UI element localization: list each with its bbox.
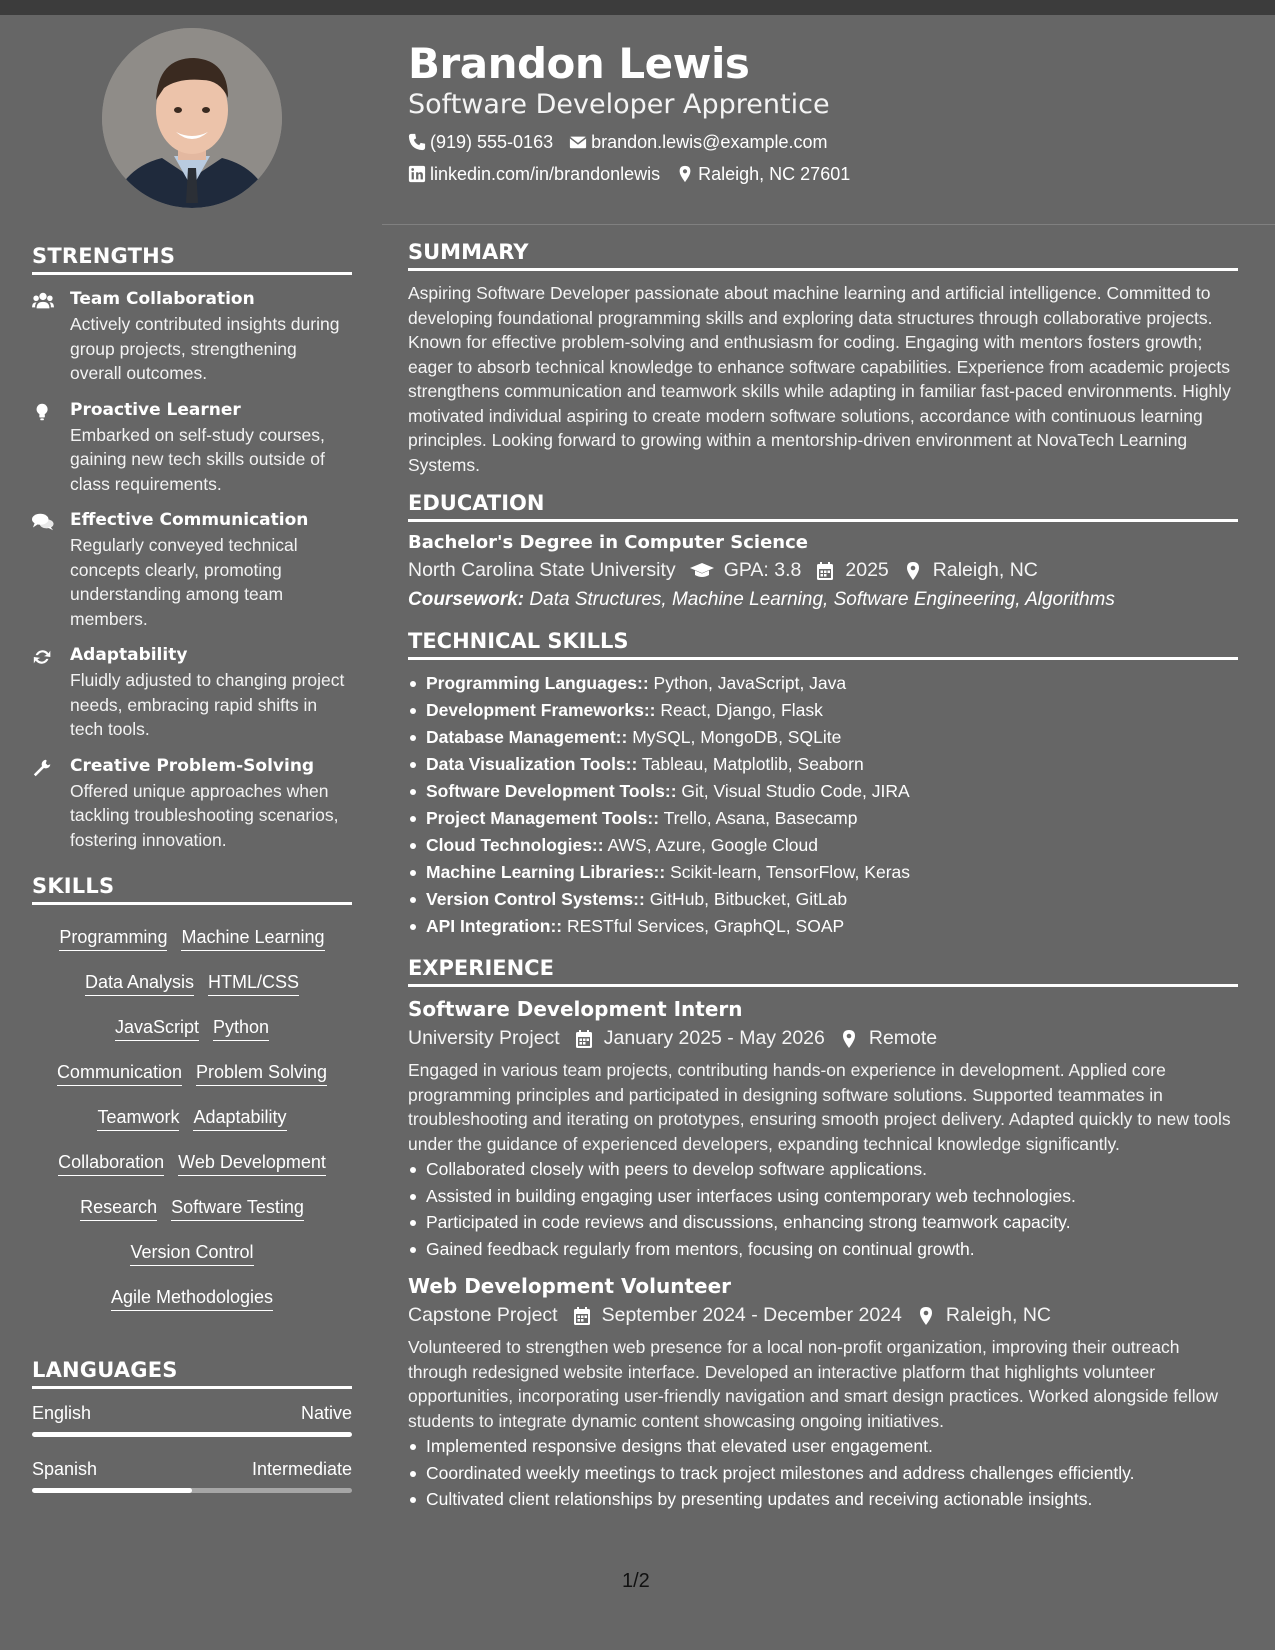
users-icon <box>32 291 54 311</box>
envelope-icon <box>569 133 587 151</box>
coursework <box>408 589 1238 611</box>
degree-title: Bachelor's Degree in Computer Science <box>408 532 808 553</box>
list-item: Participated in code reviews and discussions, enhancing strong teamwork capacity. <box>408 1209 1238 1236</box>
language-bar <box>32 1432 352 1437</box>
calendar-icon <box>815 561 835 581</box>
job-org: University Project <box>408 1027 560 1049</box>
skill-values: Git, Visual Studio Code, JIRA <box>681 781 910 801</box>
calendar-icon <box>572 1306 592 1326</box>
map-pin-icon <box>903 561 923 581</box>
list-item: Gained feedback regularly from mentors, focusing on continual growth. <box>408 1236 1238 1263</box>
strengths-heading: STRENGTHS <box>32 244 352 275</box>
list-item: Implemented responsive designs that elevated user engagement. <box>408 1433 1238 1460</box>
strength-title: Creative Problem-Solving <box>70 755 315 776</box>
skill-tag: JavaScript <box>115 1014 199 1041</box>
skill-values: Python, JavaScript, Java <box>653 673 847 693</box>
sidebar <box>32 28 352 1515</box>
gpa-text: GPA: 3.8 <box>723 559 802 581</box>
job-entry <box>408 1274 1238 1513</box>
strength-desc: Embarked on self-study courses, gaining new tech skills outside of class requirements. <box>70 424 325 494</box>
list-item <box>408 859 1238 886</box>
strength-desc: Actively contributed insights during group projects, strengthening overall outcomes. <box>70 314 340 383</box>
experience-section <box>408 956 1238 1513</box>
job-dates: January 2025 - May 2026 <box>603 1027 825 1049</box>
summary-section <box>408 240 1238 477</box>
main-column <box>408 240 1238 1513</box>
school-name: North Carolina State University <box>408 559 676 581</box>
skill-category: API Integration:: <box>426 916 563 936</box>
list-item <box>408 805 1238 832</box>
skill-category: Database Management:: <box>426 727 628 747</box>
list-item <box>408 697 1238 724</box>
skill-values: Tableau, Matplotlib, Seaborn <box>641 754 864 774</box>
coursework-list: Data Structures, Machine Learning, Software Engineering, Algorithms <box>529 589 1115 610</box>
skill-tag: Teamwork <box>97 1104 179 1131</box>
language-bar <box>32 1488 352 1493</box>
languages-heading: LANGUAGES <box>32 1358 352 1389</box>
skill-tag: Research <box>80 1194 157 1221</box>
education-section <box>408 491 1238 611</box>
linkedin-icon <box>408 165 426 183</box>
strength-title: Proactive Learner <box>70 399 241 420</box>
skill-category: Programming Languages:: <box>426 673 649 693</box>
skill-category: Data Visualization Tools:: <box>426 754 638 774</box>
skill-tag: Software Testing <box>171 1194 304 1221</box>
skill-category: Version Control Systems:: <box>426 889 645 909</box>
list-item: Assisted in building engaging user interfaces using contemporary web technologies. <box>408 1183 1238 1210</box>
strength-item <box>32 645 352 742</box>
strength-title: Adaptability <box>70 645 188 665</box>
technical-skills-list <box>408 670 1238 940</box>
skill-values: GitHub, Bitbucket, GitLab <box>649 889 848 909</box>
list-item <box>408 751 1238 778</box>
location-text: Raleigh, NC 27601 <box>698 163 851 184</box>
job-title: Software Development Intern <box>408 997 743 1021</box>
language-level: Native <box>300 1403 352 1423</box>
sync-icon <box>32 647 54 667</box>
email-link[interactable]: brandon.lewis@example.com <box>591 131 828 152</box>
list-item <box>408 778 1238 805</box>
education-location: Raleigh, NC <box>932 559 1038 581</box>
job-title: Web Development Volunteer <box>408 1274 732 1298</box>
linkedin-link[interactable]: linkedin.com/in/brandonlewis <box>430 163 661 184</box>
candidate-name: Brandon Lewis <box>408 39 750 88</box>
skill-category: Development Frameworks:: <box>426 700 656 720</box>
skill-tag: Data Analysis <box>85 969 194 996</box>
top-bar <box>0 0 1275 15</box>
job-description: Volunteered to strengthen web presence for a local non-profit organization, improving their outreach through redesigned website interface. Developed an interactive platform that highlights volunteer opportunities, incorporating user-friendly navigation and smart design practices. Worked alongside fellow students to integrate dynamic content showcasing ongoing initiatives. <box>408 1337 1218 1431</box>
page-number: 1/2 <box>622 1570 650 1592</box>
job-bullets <box>408 1156 1238 1262</box>
summary-text: Aspiring Software Developer passionate about machine learning and artificial intelligence. Committed to developing foundational programming skills and exploring data structures through collaborative projects. Known for effective problem-solving and enthusiasm for coding. Engaging with mentors fosters growth; eager to absorb technical knowledge to enhance software capabilities. Experience from academic projects strengthens communication and teamwork skills while adapting in familiar fast-paced environments. Highly motivated individual aspiring to create modern software solutions, accordance with continuous learning principles. Looking forward to growing within a mentorship-driven environment at NovaTech Learning Systems. <box>408 283 1231 475</box>
list-item <box>408 670 1238 697</box>
job-bullets <box>408 1433 1238 1513</box>
strength-item <box>32 756 352 853</box>
summary-heading: SUMMARY <box>408 240 1238 271</box>
skill-values: RESTful Services, GraphQL, SOAP <box>566 916 845 936</box>
graduation-cap-icon <box>690 561 714 581</box>
strength-desc: Fluidly adjusted to changing project needs, embracing rapid shifts in tech tools. <box>70 670 345 739</box>
candidate-title: Software Developer Apprentice <box>408 89 830 120</box>
job-description: Engaged in various team projects, contributing hands-on experience in development. Applied core programming principles and participated in designing software solutions. Supported teammates in troubleshooting and iterating on prototypes, ensuring smooth project delivery. Adapted quickly to new tools under the guidance of experienced developers, expanding technical knowledge significantly. <box>408 1060 1231 1154</box>
resume-header <box>408 40 866 186</box>
map-pin-icon <box>916 1306 936 1326</box>
strength-item <box>32 400 352 497</box>
header-divider <box>382 224 1275 225</box>
map-pin-icon <box>839 1029 859 1049</box>
skills-heading: SKILLS <box>32 874 352 905</box>
skill-tag: Agile Methodologies <box>111 1284 273 1311</box>
list-item: Coordinated weekly meetings to track project milestones and address challenges efficiently. <box>408 1460 1238 1487</box>
profile-photo <box>102 28 282 208</box>
skill-tag: Communication <box>57 1059 182 1086</box>
lightbulb-icon <box>32 402 54 422</box>
skill-tag: HTML/CSS <box>208 969 299 996</box>
skill-tag: Python <box>213 1014 269 1041</box>
language-name: Spanish <box>32 1459 98 1479</box>
skill-tags <box>32 915 352 1320</box>
skill-tag: Programming <box>59 924 167 951</box>
calendar-icon <box>574 1029 594 1049</box>
skill-values: React, Django, Flask <box>660 700 823 720</box>
language-item <box>32 1459 352 1493</box>
language-bar-fill <box>32 1488 192 1493</box>
skill-tag: Problem Solving <box>196 1059 327 1086</box>
experience-heading: EXPERIENCE <box>408 956 1238 987</box>
list-item <box>408 832 1238 859</box>
skill-tag: Collaboration <box>58 1149 164 1176</box>
skill-values: Scikit-learn, TensorFlow, Keras <box>670 862 911 882</box>
skill-category: Machine Learning Libraries:: <box>426 862 666 882</box>
coursework-label: Coursework: <box>408 589 525 610</box>
map-pin-icon <box>676 165 694 183</box>
job-location: Raleigh, NC <box>945 1304 1051 1326</box>
skill-values: MySQL, MongoDB, SQLite <box>632 727 842 747</box>
list-item: Cultivated client relationships by presenting updates and receiving actionable insights. <box>408 1486 1238 1513</box>
phone-link[interactable]: (919) 555-0163 <box>430 131 554 152</box>
technical-skills-heading: TECHNICAL SKILLS <box>408 629 1238 660</box>
strength-item <box>32 510 352 631</box>
language-level: Intermediate <box>251 1459 352 1479</box>
strength-desc: Regularly conveyed technical concepts clearly, promoting understanding among team members. <box>70 535 298 629</box>
list-item: Collaborated closely with peers to develop software applications. <box>408 1156 1238 1183</box>
job-location: Remote <box>868 1027 938 1049</box>
skill-values: AWS, Azure, Google Cloud <box>607 835 818 855</box>
job-org: Capstone Project <box>408 1304 558 1326</box>
skill-tag: Adaptability <box>193 1104 286 1131</box>
list-item <box>408 886 1238 913</box>
comments-icon <box>32 512 54 532</box>
language-name: English <box>32 1403 92 1423</box>
list-item <box>408 913 1238 940</box>
job-dates: September 2024 - December 2024 <box>601 1304 902 1326</box>
graduation-year: 2025 <box>845 559 889 581</box>
language-item <box>32 1403 352 1437</box>
strength-item <box>32 289 352 386</box>
strength-desc: Offered unique approaches when tackling troubleshooting scenarios, fostering innovation. <box>70 780 339 850</box>
list-item <box>408 724 1238 751</box>
skill-values: Trello, Asana, Basecamp <box>663 808 858 828</box>
skill-category: Project Management Tools:: <box>426 808 660 828</box>
technical-skills-section <box>408 629 1238 940</box>
wrench-icon <box>32 758 54 778</box>
skill-category: Cloud Technologies:: <box>426 835 604 855</box>
skill-tag: Web Development <box>178 1149 326 1176</box>
strength-title: Team Collaboration <box>70 289 255 309</box>
strength-title: Effective Communication <box>70 510 309 530</box>
job-entry <box>408 997 1238 1262</box>
education-heading: EDUCATION <box>408 491 1238 522</box>
phone-icon <box>408 133 426 151</box>
language-bar-fill <box>32 1432 352 1437</box>
skill-tag: Version Control <box>130 1239 253 1266</box>
skill-tag: Machine Learning <box>181 924 324 951</box>
skill-category: Software Development Tools:: <box>426 781 677 801</box>
